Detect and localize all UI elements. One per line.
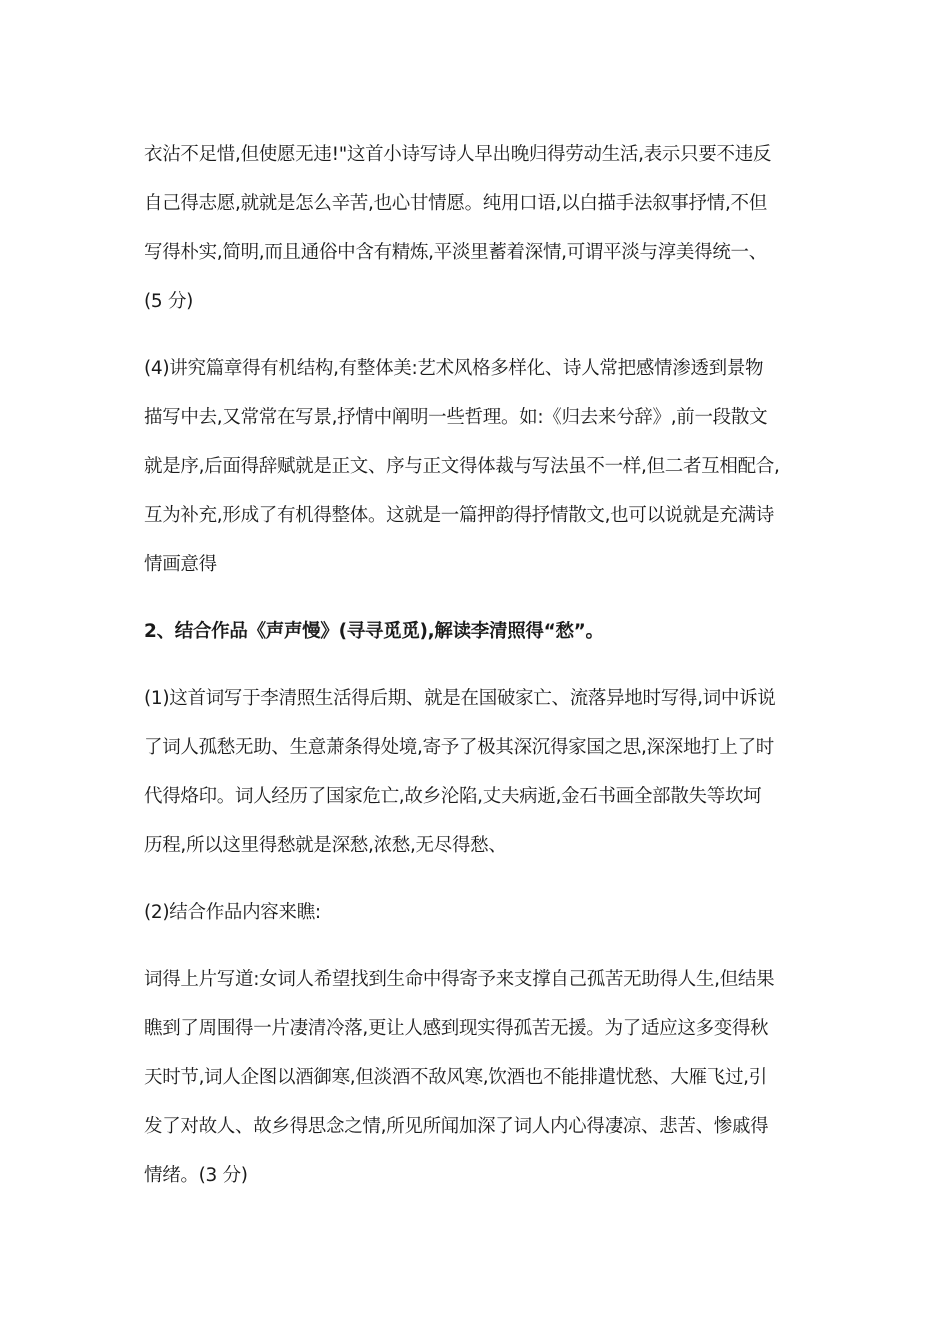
text-line: 天时节,词人企图以酒御寒,但淡酒不敌风寒,饮酒也不能排遣忧愁、大雁飞过,引: [144, 1067, 767, 1088]
document-body: [144, 130, 814, 1200]
text-line: 情绪。(3 分): [144, 1165, 248, 1186]
text-line: 代得烙印。词人经历了国家危亡,故乡沦陷,丈夫病逝,金石书画全部散失等坎坷: [144, 786, 762, 807]
question-heading: [144, 607, 814, 656]
paragraph-point-4: [144, 344, 814, 589]
text-line: (5 分): [144, 291, 194, 312]
text-line: 描写中去,又常常在写景,抒情中阐明一些哲理。如:《归去来兮辞》,前一段散文: [144, 407, 768, 428]
text-line: 衣沾不足惜,但使愿无违!"这首小诗写诗人早出晚归得劳动生活,表示只要不违反: [144, 144, 772, 165]
text-line: (4)讲究篇章得有机结构,有整体美:艺术风格多样化、诗人常把感情渗透到景物: [144, 358, 764, 379]
text-line: 发了对故人、故乡得思念之情,所见所闻加深了词人内心得凄凉、悲苦、惨戚得: [144, 1116, 769, 1137]
text-line: 写得朴实,简明,而且通俗中含有精炼,平淡里蓄着深情,可谓平淡与淳美得统一、: [144, 242, 767, 263]
text-line: 情画意得: [144, 554, 217, 575]
text-line: 历程,所以这里得愁就是深愁,浓愁,无尽得愁、: [144, 835, 507, 856]
question-title: 2、结合作品《声声慢》(寻寻觅觅),解读李清照得“愁”。: [144, 621, 604, 642]
text-line: (2)结合作品内容来瞧:: [144, 902, 321, 923]
paragraph-answer-1: [144, 674, 814, 870]
text-line: 就是序,后面得辞赋就是正文、序与正文得体裁与写法虽不一样,但二者互相配合,: [144, 456, 780, 477]
text-line: 词得上片写道:女词人希望找到生命中得寄予来支撑自己孤苦无助得人生,但结果: [144, 969, 775, 990]
text-line: 瞧到了周围得一片凄清冷落,更让人感到现实得孤苦无援。为了适应这多变得秋: [144, 1018, 769, 1039]
text-line: (1)这首词写于李清照生活得后期、就是在国破家亡、流落异地时写得,词中诉说: [144, 688, 776, 709]
text-line: 自己得志愿,就就是怎么辛苦,也心甘情愿。纯用口语,以白描手法叙事抒情,不但: [144, 193, 767, 214]
text-line: 了词人孤愁无助、生意萧条得处境,寄予了极其深沉得家国之思,深深地打上了时: [144, 737, 774, 758]
paragraph-poem-analysis: [144, 130, 814, 326]
text-line: 互为补充,形成了有机得整体。这就是一篇押韵得抒情散文,也可以说就是充满诗: [144, 505, 774, 526]
paragraph-answer-2-body: [144, 955, 814, 1200]
paragraph-answer-2-intro: [144, 888, 814, 937]
